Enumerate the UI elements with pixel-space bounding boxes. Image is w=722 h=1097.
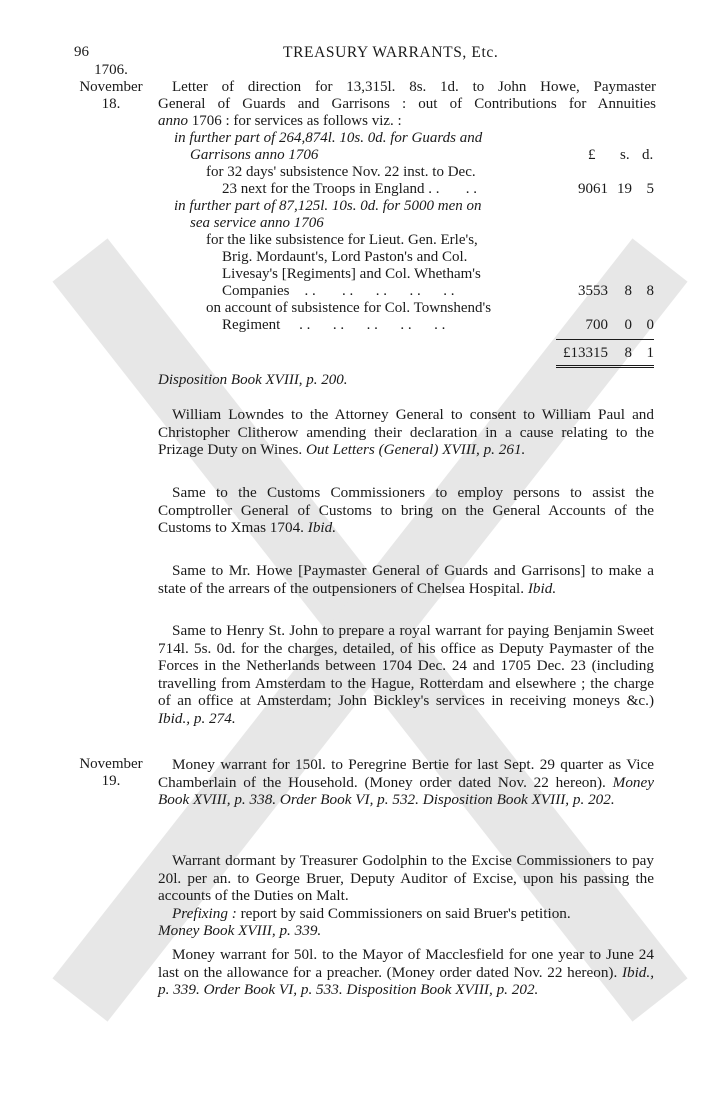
paragraph-text: Money warrant for 150l. to Peregrine Bertie for last Sept. 29 quarter as Vice Chamberlain of the Household. (Money order dated Nov. 22 hereon).	[158, 756, 654, 791]
paragraph-howe-chelsea	[158, 562, 654, 597]
total-double-rule	[556, 365, 654, 368]
sub1-item2: 23 next for the Troops in England . . . .	[222, 181, 477, 197]
prefixing-text: report by said Commissioners on said Bruer's petition.	[236, 904, 571, 922]
margin-date-month: November	[79, 756, 143, 772]
entry1-anno: anno	[158, 113, 188, 129]
entry1-line3	[158, 113, 402, 131]
sub2-head1: in further part of 87,125l. 10s. 0d. for 5000 men on	[174, 198, 482, 214]
margin-date-day: 19.	[101, 773, 121, 789]
amount-shillings: 8	[624, 283, 632, 299]
sum-rule	[556, 339, 654, 340]
paragraph-source: Ibid., p. 339. Order Book VI, p. 533. Disposition Book XVIII, p. 202.	[158, 963, 654, 999]
paragraph-text: Warrant dormant by Treasurer Godolphin to the Excise Commissioners to pay 20l. per an. to George Bruer, Deputy Auditor of Excise, upon his passing the accounts of the Duties on Malt.	[158, 852, 654, 905]
col-pound: £	[588, 147, 596, 163]
sub1-item1: for 32 days' subsistence Nov. 22 inst. to Dec.	[206, 164, 476, 180]
col-shillings: s.	[620, 147, 630, 163]
paragraph-source: Money Book XVIII, p. 338. Order Book VI, p. 532. Disposition Book XVIII, p. 202.	[158, 773, 654, 809]
sub2-item1: for the like subsistence for Lieut. Gen. Erle's,	[206, 232, 478, 248]
paragraph-text: William Lowndes to the Attorney General to consent to William Paul and Christopher Clitherow amending their declaration in a cause relating to the Prizage Duty on Wines.	[158, 406, 654, 459]
page-number: 96	[74, 44, 89, 60]
amount-pence: 0	[646, 317, 654, 333]
paragraph-source: Ibid., p. 274.	[158, 709, 236, 727]
margin-date-day: 18.	[101, 96, 121, 112]
amount-pence: 5	[646, 181, 654, 197]
paragraph-text: Same to Henry St. John to prepare a royal warrant for paying Benjamin Sweet 714l. 5s. 0d. for the charges, detailed, of his office as Deputy Paymaster of the Forces in the Netherlands between 1704 Dec. 24 and 1705 Dec. 23 (including travelling from Amsterdam to the Hague, Rotterdam and elsewhere ; the charge of an office at Amsterdam; John Bickley's services in receiving moneys &c.)	[158, 622, 654, 710]
paragraph-lowndes-attorney	[158, 406, 654, 459]
paragraph-macclesfield-warrant	[158, 946, 654, 999]
amount-pence: 8	[646, 283, 654, 299]
entry1-line1: Letter of direction for 13,315l. 8s. 1d. to John Howe, Paymaster	[172, 79, 656, 95]
amount-pounds: 700	[585, 317, 608, 333]
paragraph-bertie-warrant	[158, 756, 654, 809]
sub1-head2: Garrisons anno 1706	[190, 147, 319, 163]
sub2-head2: sea service anno 1706	[190, 215, 324, 231]
paragraph-source: Money Book XVIII, p. 339.	[158, 922, 322, 940]
paragraph-source: Out Letters (General) XVIII, p. 261.	[306, 441, 526, 459]
paragraph-customs-commissioners	[158, 484, 654, 537]
entry1-source: Disposition Book XVIII, p. 200.	[158, 372, 348, 388]
amount-shillings: 19	[617, 181, 632, 197]
sub2-item4: Companies . . . . . . . . . .	[222, 283, 455, 299]
total-pounds: £13315	[563, 345, 608, 361]
sub2-item6: Regiment . . . . . . . . . .	[222, 317, 446, 333]
sub2-item3: Livesay's [Regiments] and Col. Whetham's	[222, 266, 481, 282]
total-shillings: 8	[624, 345, 632, 361]
entry1-line2: General of Guards and Garrisons : out of Contributions for Annuities	[158, 96, 656, 112]
entry1-line3-rest: 1706 : for services as follows viz. :	[188, 113, 402, 129]
paragraph-source: Ibid.	[527, 579, 557, 597]
running-title: TREASURY WARRANTS, Etc.	[283, 44, 499, 61]
sub1-head1: in further part of 264,874l. 10s. 0d. for Guards and	[174, 130, 483, 146]
amount-shillings: 0	[624, 317, 632, 333]
prefixing-label: Prefixing :	[172, 904, 237, 922]
col-pence: d.	[642, 147, 654, 163]
paragraph-source: Ibid.	[307, 519, 337, 537]
paragraph-text: Same to Mr. Howe [Paymaster General of Guards and Garrisons] to make a state of the arrears of the outpensioners of Chelsea Hospital.	[158, 562, 654, 597]
margin-year: 1706.	[94, 62, 128, 78]
paragraph-bruer-warrant	[158, 852, 654, 940]
sub2-item2: Brig. Mordaunt's, Lord Paston's and Col.	[222, 249, 468, 265]
paragraph-text: Same to the Customs Commissioners to employ persons to assist the Comptroller General of Customs to bring on the General Accounts of the Customs to Xmas 1704.	[158, 484, 654, 537]
sub2-item5: on account of subsistence for Col. Townshend's	[206, 300, 492, 316]
margin-date-month: November	[79, 79, 143, 95]
amount-pounds: 9061	[578, 181, 608, 197]
paragraph-st-john-sweet	[158, 622, 654, 728]
amount-pounds: 3553	[578, 283, 608, 299]
total-pence: 1	[646, 345, 654, 361]
paragraph-text: Money warrant for 50l. to the Mayor of Macclesfield for one year to June 24 last on the allowance for a preacher. (Money order dated Nov. 22 hereon).	[158, 946, 654, 981]
